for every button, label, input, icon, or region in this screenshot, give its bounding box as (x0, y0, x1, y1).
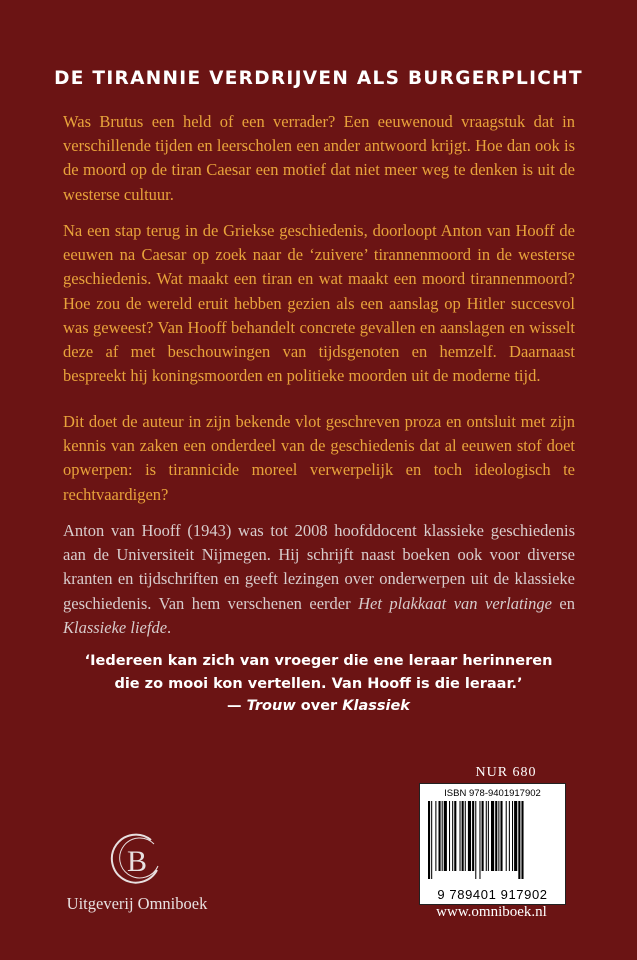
publisher-url: www.omniboek.nl (436, 904, 547, 920)
isbn-barcode (419, 783, 566, 905)
barcode-bar (479, 801, 480, 879)
author-bio-and: en (551, 593, 576, 613)
quote-attribution (0, 695, 637, 718)
book-title-plakkaat: Het plakkaat van verlatinge (358, 593, 552, 613)
publisher-block (62, 830, 212, 914)
barcode-bars (428, 801, 557, 879)
barcode-bar (454, 801, 456, 871)
quote-source: Trouw (246, 698, 296, 714)
author-bio-end: . (167, 617, 172, 637)
isbn-label: ISBN 978-9401917902 (444, 788, 541, 799)
barcode-bar (498, 801, 499, 871)
barcode-bar (521, 801, 523, 879)
quote-dash: — (227, 698, 247, 714)
barcode-bar (491, 801, 494, 871)
blurb-paragraph-3: Dit doet de auteur in zijn bekende vlot geschreven proza en ontsluit met zijn kennis van zaken een onderdeel van de geschiedenis dat al eeuwen stof doet opwerpen: is tirannicide moreel verwerpelijk en toch ideologisch te rechtvaardigen? (63, 412, 575, 504)
quote-line-1: ‘Iedereen kan zich van vroeger die ene leraar herinneren (84, 653, 553, 669)
barcode-bar (468, 801, 471, 871)
isbn-digits: 9 789401 917902 (437, 887, 548, 902)
barcode-bar (462, 801, 464, 871)
barcode-bar (435, 801, 436, 871)
nur-code: NUR 680 (475, 765, 537, 780)
barcode-bar (514, 801, 517, 871)
barcode-bar (488, 801, 489, 871)
barcode-bar (431, 801, 432, 879)
book-title-klassieke-liefde: Klassieke liefde (63, 617, 168, 637)
barcode-bar (475, 801, 476, 879)
barcode-bar (428, 801, 430, 879)
publisher-logo-letter: B (126, 845, 148, 878)
barcode-bar (472, 801, 474, 871)
quote-book: Klassiek (342, 698, 410, 714)
barcode-bar (439, 801, 441, 871)
quote-line-2: die zo mooi kon vertellen. Van Hooff is die leraar.’ (114, 675, 523, 692)
blurb-paragraph-2: Na een stap terug in de Griekse geschiedenis, doorloopt Anton van Hooff de eeuwen na Caesar op zoek naar de ‘zuivere’ tirannenmoord in de westerse geschiedenis. Wat maakt een tiran en wat maakt een moord tirannenmoord? Hoe zou de wereld eruit hebben gezien als een aanslag op Hitler succesvol was geweest? Van Hooff behandelt concrete gevallen en aanslagen en wisselt deze af met beschouwingen van tijdsgenoten en hemzelf. Daarnaast bespreekt hij koningsmoorden en politieke moorden uit de moderne tijd. (63, 221, 575, 386)
review-quote (0, 650, 637, 718)
publisher-logo-icon (107, 830, 167, 890)
barcode-bar (518, 801, 520, 879)
barcode-bar (449, 801, 450, 871)
barcode-bar (444, 801, 447, 871)
barcode-bar (482, 801, 484, 871)
author-bio-text: Anton van Hooff (1943) was tot 2008 hoofddocent klassieke geschiedenis aan de Universiteit Nijmegen. Hij schrijft naast boeken ook voor diverse kranten en tijdschriften en geeft lezingen over onderwerpen uit de klassieke geschiedenis. Van hem verschenen eerder (63, 521, 575, 613)
barcode-bar (495, 801, 497, 871)
author-bio (63, 519, 575, 640)
cover-headline: DE TIRANNIE VERDRIJVEN ALS BURGERPLICHT (54, 68, 583, 89)
barcode-bar (506, 801, 507, 871)
blurb-paragraph-1: Was Brutus een held of een verrader? Een eeuwenoud vraagstuk dat in verschillende tijden en leerscholen een ander antwoord krijgt. Hoe dan ook is de moord op de tiran Caesar een motief dat niet meer weg te denken is uit de westerse cultuur. (63, 112, 575, 204)
barcode-bar (486, 801, 487, 871)
barcode-bar (452, 801, 453, 871)
publisher-name: Uitgeverij Omniboek (66, 894, 208, 913)
barcode-bar (500, 801, 502, 871)
quote-over: over (295, 698, 343, 714)
barcode-bar (512, 801, 513, 871)
barcode-bar (460, 801, 461, 871)
barcode-bar (442, 801, 443, 871)
barcode-bar (509, 801, 510, 871)
barcode-bar (465, 801, 466, 871)
